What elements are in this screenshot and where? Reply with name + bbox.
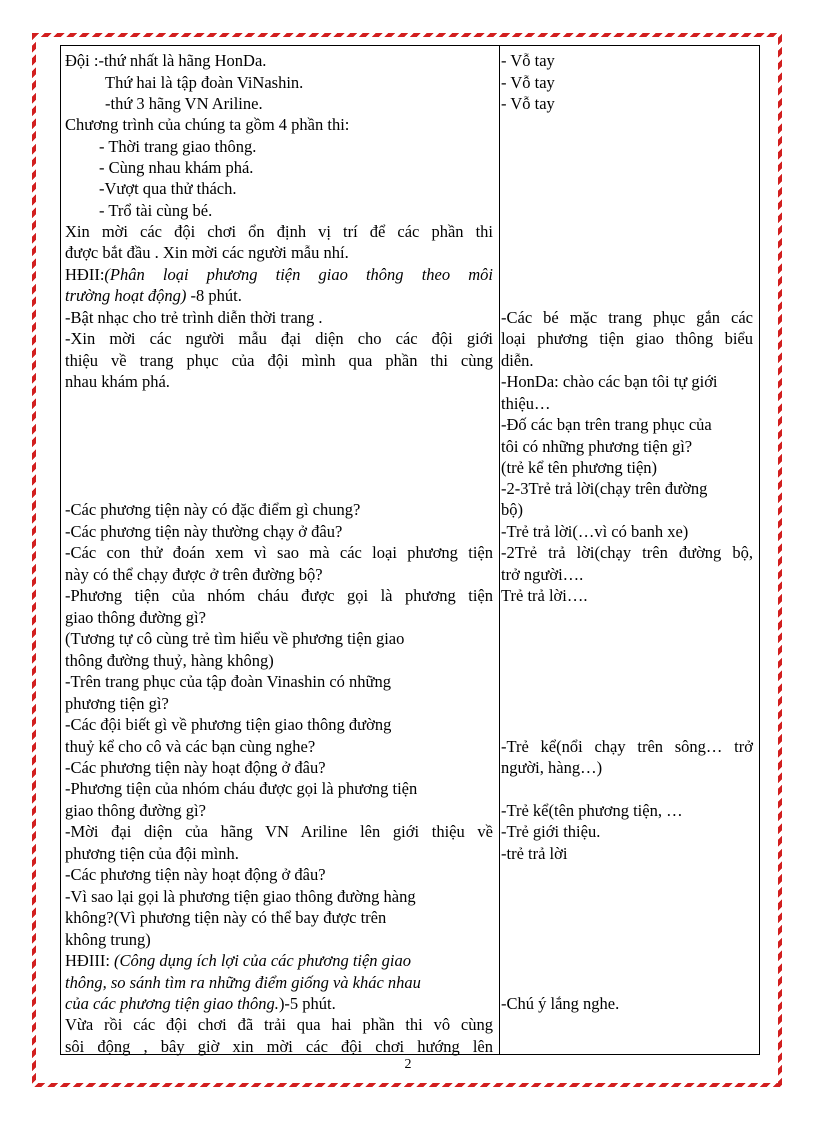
- text-run: -Các phương tiện này thường chạy ở đâu?: [65, 522, 343, 541]
- text-line: [501, 50, 555, 71]
- text-line: [65, 886, 416, 907]
- text-run: -Trẻ kể(nổi chạy trên sông… trở: [501, 737, 753, 756]
- text-line: [501, 521, 688, 542]
- text-run: thiệu…: [501, 394, 551, 413]
- text-run: - Vỗ tay: [501, 94, 555, 113]
- text-run: Trẻ trả lời….: [501, 586, 588, 605]
- text-line: [501, 542, 753, 563]
- text-run: Đội :-thứ nhất là hãng HonDa.: [65, 51, 267, 70]
- text-run: -2Trẻ trả lời(chạy trên đường bộ,: [501, 543, 753, 562]
- text-line: [501, 457, 657, 478]
- text-run: này có thể chạy được ở trên đường bộ?: [65, 565, 323, 584]
- text-line: [65, 328, 493, 349]
- text-run: -Các phương tiện này hoạt động ở đâu?: [65, 758, 326, 777]
- text-line: [65, 499, 360, 520]
- text-line: [65, 714, 391, 735]
- text-line: [65, 864, 326, 885]
- text-line: [65, 929, 151, 950]
- text-run: -8 phút.: [186, 286, 242, 305]
- text-run: -Phương tiện của nhóm cháu được gọi là phương tiện: [65, 779, 418, 798]
- italic-text-run: (Công dụng ích lợi của các phương tiện giao: [114, 951, 412, 970]
- text-line: [65, 972, 421, 993]
- text-line: [501, 72, 555, 93]
- text-run: -Các đội biết gì về phương tiện giao thông đường: [65, 715, 392, 734]
- text-line: [99, 157, 253, 178]
- text-run: - Thời trang giao thông.: [99, 137, 257, 156]
- text-line: [65, 264, 493, 285]
- text-run: -Các phương tiện này có đặc điểm gì chung?: [65, 500, 361, 519]
- text-line: [99, 178, 237, 199]
- column-divider: [499, 46, 500, 1054]
- text-line: [65, 950, 411, 971]
- text-run: - Trổ tài cùng bé.: [99, 201, 213, 220]
- text-run: Xin mời các đội chơi ổn định vị trí để các phần thi: [65, 222, 493, 241]
- text-line: [65, 800, 206, 821]
- text-run: phương tiện gì?: [65, 694, 169, 713]
- text-line: [65, 778, 417, 799]
- text-run: )-5 phút.: [278, 994, 336, 1013]
- text-line: [65, 993, 336, 1014]
- text-line: [501, 821, 600, 842]
- text-run: thuỷ kể cho cô và các bạn cùng nghe?: [65, 737, 316, 756]
- text-line: [65, 843, 239, 864]
- text-line: [65, 607, 206, 628]
- text-line: [65, 1036, 493, 1057]
- text-line: [501, 328, 753, 349]
- text-line: [65, 50, 266, 71]
- text-line: [501, 843, 567, 864]
- text-run: không trung): [65, 930, 151, 949]
- text-line: [501, 499, 523, 520]
- text-run: giao thông đường gì?: [65, 801, 206, 820]
- italic-text-run: trường hoạt động): [65, 286, 187, 305]
- text-line: [105, 93, 263, 114]
- lesson-table: [60, 45, 760, 1055]
- text-line: [501, 350, 534, 371]
- text-run: -Phương tiện của nhóm cháu được gọi là phương tiện: [65, 586, 493, 605]
- text-line: [65, 307, 323, 328]
- text-run: -Bật nhạc cho trẻ trình diễn thời trang .: [65, 308, 323, 327]
- text-run: - Vỗ tay: [501, 51, 555, 70]
- text-line: [501, 800, 683, 821]
- text-line: [99, 136, 256, 157]
- text-run: người, hàng…): [501, 758, 603, 777]
- text-run: HĐIII:: [65, 951, 115, 970]
- text-run: Thứ hai là tập đoàn ViNashin.: [105, 73, 304, 92]
- text-run: -Vượt qua thử thách.: [99, 179, 237, 198]
- text-run: nhau khám phá.: [65, 372, 170, 391]
- text-run: phương tiện của đội mình.: [65, 844, 239, 863]
- text-run: - Cùng nhau khám phá.: [99, 158, 254, 177]
- text-run: (trẻ kể tên phương tiện): [501, 458, 658, 477]
- text-run: -Trẻ trả lời(…vì có banh xe): [501, 522, 689, 541]
- text-run: diễn.: [501, 351, 534, 370]
- text-run: -2-3Trẻ trả lời(chạy trên đường: [501, 479, 708, 498]
- text-run: -HonDa: chào các bạn tôi tự giới: [501, 372, 718, 391]
- text-line: [65, 521, 342, 542]
- text-line: [501, 564, 583, 585]
- text-line: [65, 242, 349, 263]
- text-run: -Mời đại diện của hãng VN Ariline lên giới thiệu về: [65, 822, 493, 841]
- text-line: [65, 736, 315, 757]
- text-line: [501, 393, 551, 414]
- text-run: HĐII:: [65, 265, 105, 284]
- text-line: [65, 907, 386, 928]
- text-run: sôi động , bây giờ xin mời các đội chơi hướng lên: [65, 1037, 493, 1056]
- text-line: [501, 478, 707, 499]
- text-line: [501, 371, 718, 392]
- text-run: loại phương tiện giao thông biểu: [501, 329, 753, 348]
- text-line: [65, 757, 326, 778]
- text-run: không?(Vì phương tiện này có thể bay được trên: [65, 908, 387, 927]
- text-run: -Vì sao lại gọi là phương tiện giao thông đường hàng: [65, 887, 416, 906]
- text-line: [65, 221, 493, 242]
- text-run: -Các con thử đoán xem vì sao mà các loại phương tiện: [65, 543, 493, 562]
- text-run: bộ): [501, 500, 523, 519]
- text-line: [501, 585, 588, 606]
- text-run: thiệu về trang phục của đội mình qua phần thi cùng: [65, 351, 493, 370]
- italic-text-run: thông, so sánh tìm ra những điểm giống và khác nhau: [65, 973, 421, 992]
- text-line: [501, 436, 692, 457]
- text-line: [65, 671, 391, 692]
- text-line: [65, 114, 349, 135]
- text-line: [65, 650, 274, 671]
- text-line: [501, 736, 753, 757]
- text-run: Chương trình của chúng ta gồm 4 phần thi:: [65, 115, 350, 134]
- text-run: -thứ 3 hãng VN Ariline.: [105, 94, 263, 113]
- text-line: [65, 542, 493, 563]
- text-run: -Xin mời các người mẫu đại diện cho các đội giới: [65, 329, 493, 348]
- text-run: -Đố các bạn trên trang phục của: [501, 415, 712, 434]
- text-run: -Các phương tiện này hoạt động ở đâu?: [65, 865, 326, 884]
- text-line: [65, 693, 169, 714]
- text-run: -Các bé mặc trang phục gắn các: [501, 308, 753, 327]
- text-line: [65, 821, 493, 842]
- text-line: [501, 757, 602, 778]
- italic-text-run: của các phương tiện giao thông.: [65, 994, 279, 1013]
- text-line: [65, 564, 323, 585]
- text-run: -Trẻ giới thiệu.: [501, 822, 601, 841]
- text-line: [65, 1014, 493, 1035]
- text-line: [65, 628, 404, 649]
- text-run: tôi có những phương tiện gì?: [501, 437, 693, 456]
- text-line: [501, 307, 753, 328]
- text-run: - Vỗ tay: [501, 73, 555, 92]
- text-run: Vừa rồi các đội chơi đã trải qua hai phần thi vô cùng: [65, 1015, 493, 1034]
- text-run: trở người….: [501, 565, 584, 584]
- text-run: giao thông đường gì?: [65, 608, 206, 627]
- text-line: [501, 993, 619, 1014]
- text-line: [501, 414, 712, 435]
- text-line: [65, 285, 242, 306]
- text-run: (Tương tự cô cùng trẻ tìm hiểu về phương tiện giao: [65, 629, 405, 648]
- text-run: -Trên trang phục của tập đoàn Vinashin có những: [65, 672, 391, 691]
- text-line: [65, 585, 493, 606]
- text-run: được bắt đầu . Xin mời các người mẫu nhí.: [65, 243, 349, 262]
- text-line: [105, 72, 303, 93]
- page-number: 2: [404, 1057, 412, 1072]
- text-line: [65, 371, 170, 392]
- text-run: -Trẻ kể(tên phương tiện, …: [501, 801, 683, 820]
- italic-text-run: (Phân loại phương tiện giao thông theo môi: [104, 265, 493, 284]
- text-run: -Chú ý lắng nghe.: [501, 994, 620, 1013]
- text-run: -trẻ trả lời: [501, 844, 568, 863]
- text-line: [501, 93, 555, 114]
- text-line: [99, 200, 212, 221]
- text-line: [65, 350, 493, 371]
- text-run: thông đường thuỷ, hàng không): [65, 651, 274, 670]
